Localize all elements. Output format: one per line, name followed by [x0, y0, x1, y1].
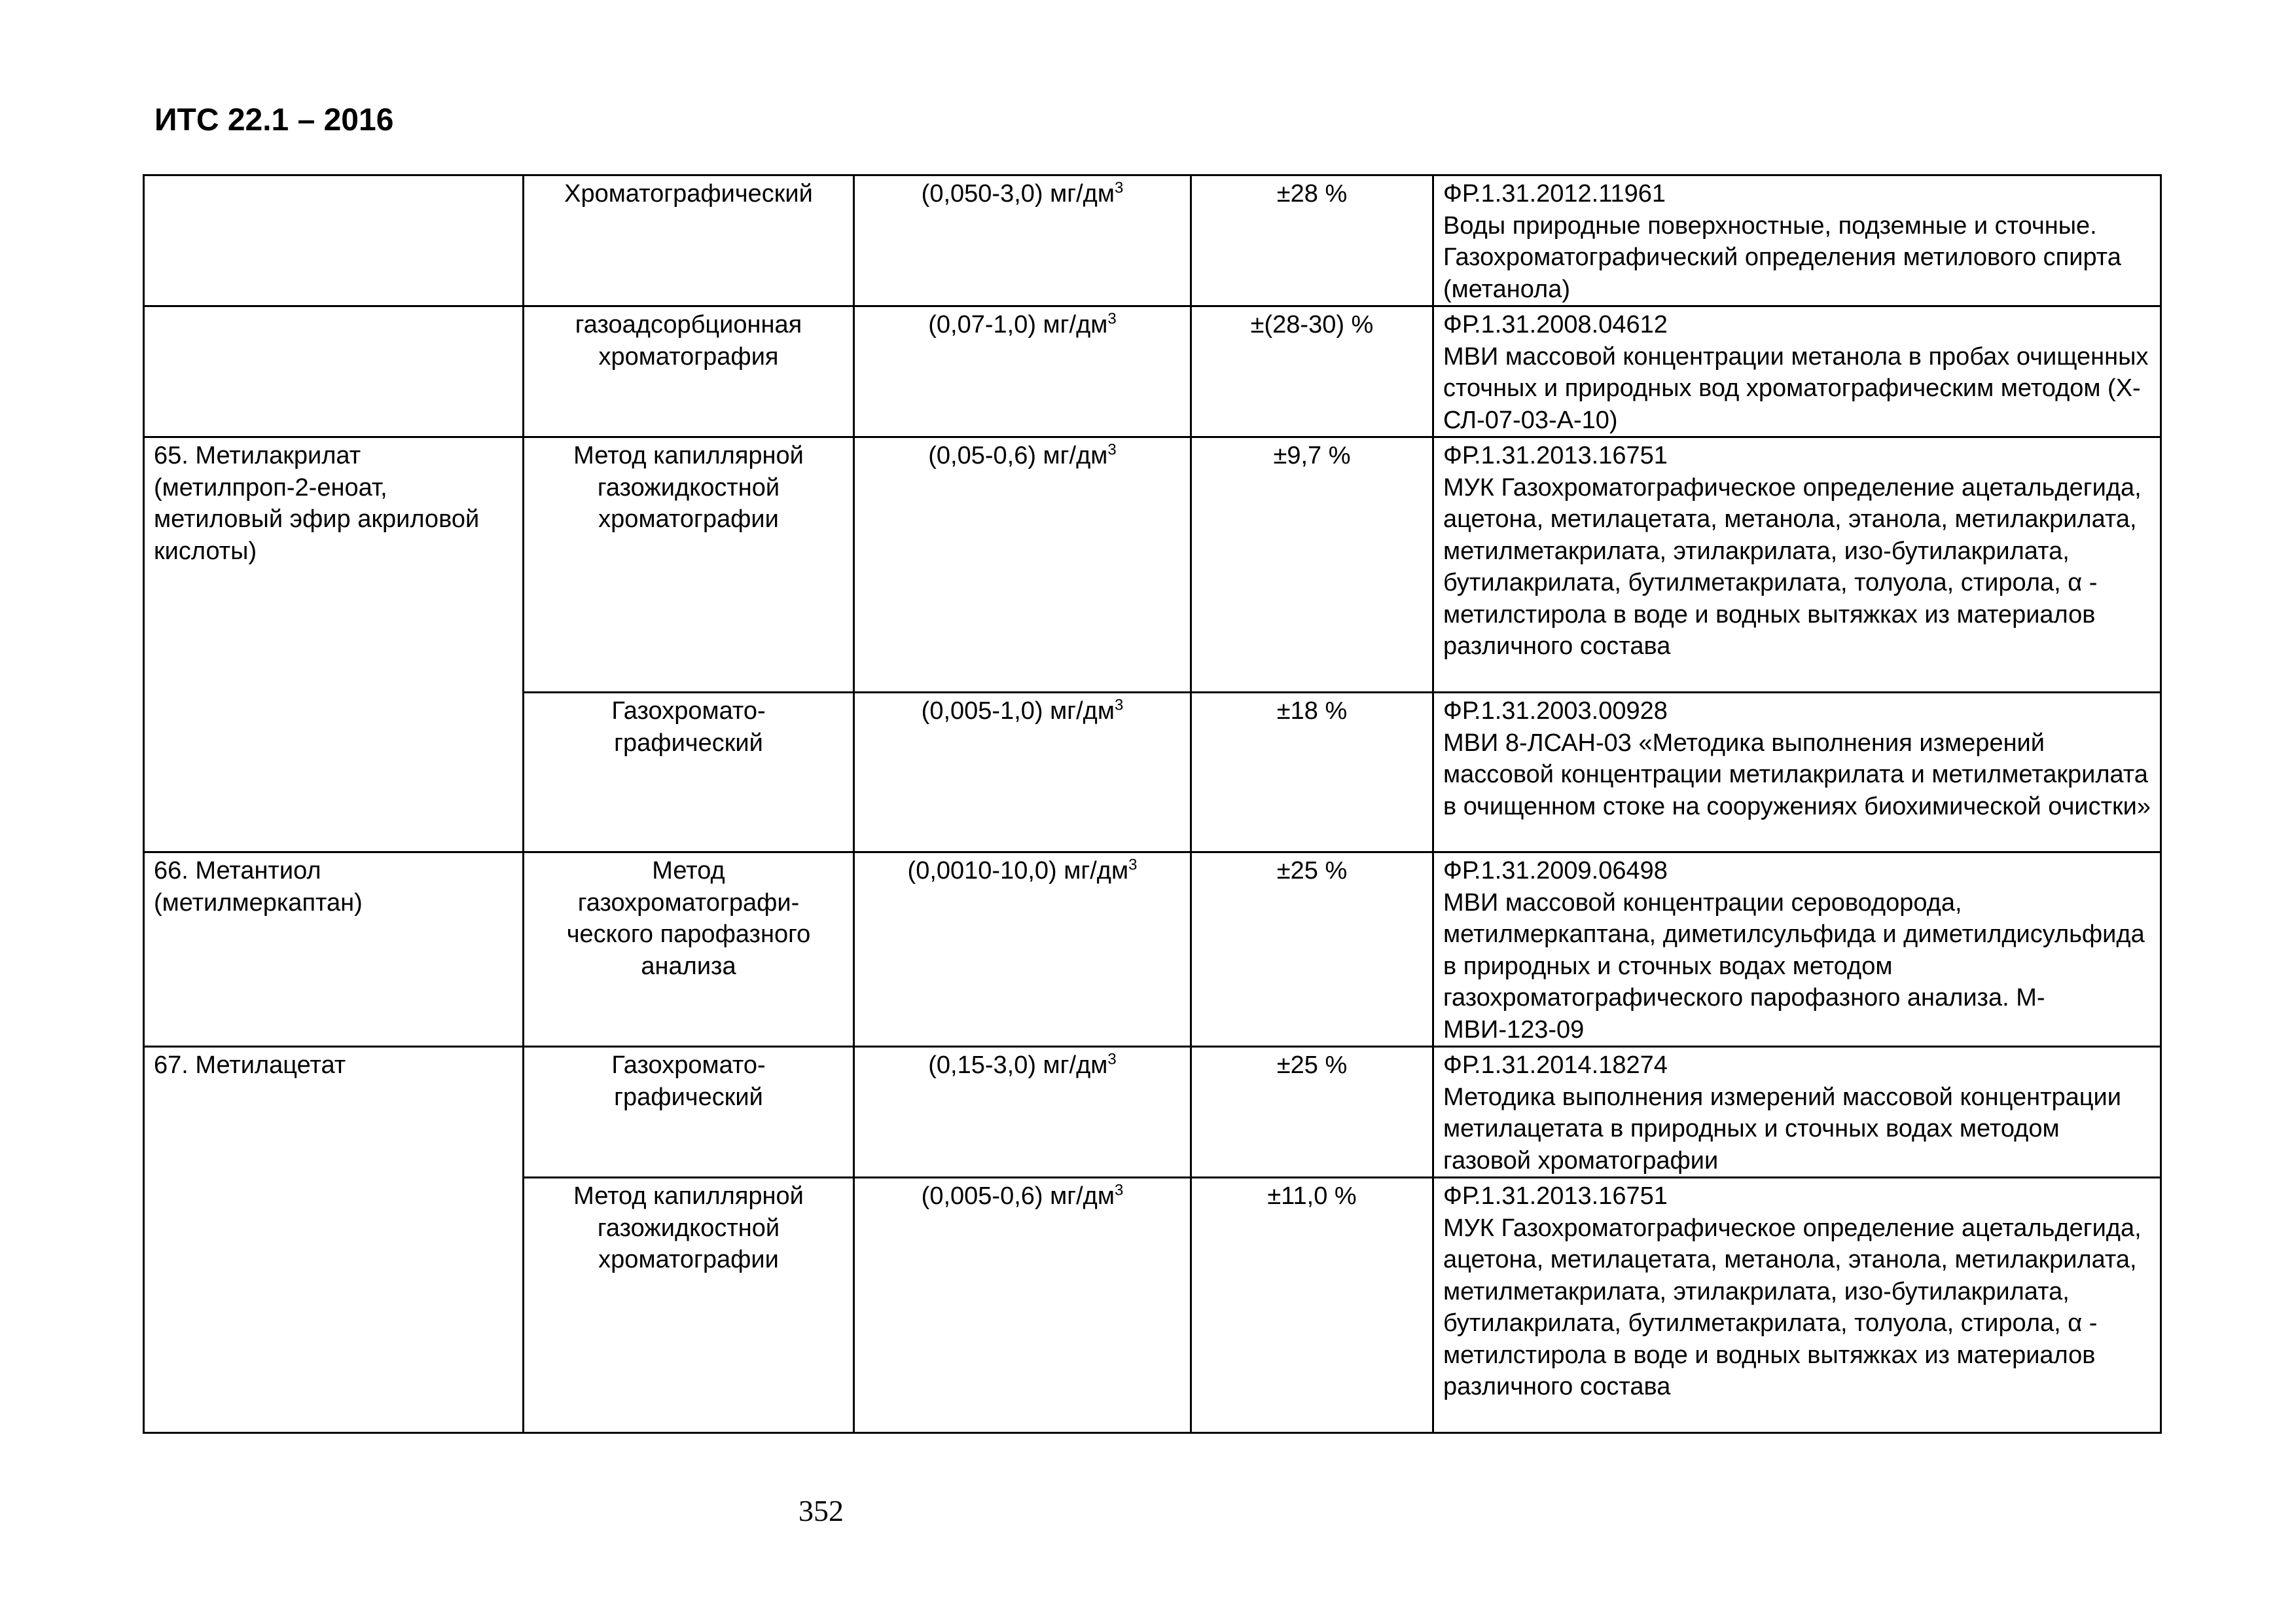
table-row — [144, 175, 2161, 306]
range-cell — [854, 852, 1191, 1047]
document-title: МУК Газохроматографическое определение ацетальдегида, ацетона, метилацетата, метанола, этанола, метилакрилата, метилметакрилата, этилакрилата, изо-бутилакрилата, бутилакрилата, бутилметакрилата, толуола, стирола, α - метилстирола в воде и водных вытяжках из материалов различного состава — [1443, 473, 2142, 660]
document-code: ФР.1.31.2014.18274 — [1443, 1051, 1668, 1079]
method-cell: Метод газохроматографи- ческого парофазного анализа — [524, 852, 854, 1047]
range-cell — [854, 1047, 1191, 1178]
uncertainty-cell: ±25 % — [1191, 1047, 1433, 1178]
methods-table — [143, 174, 2162, 1434]
range-cell — [854, 437, 1191, 693]
substance-cell: 66. Метантиол (метилмеркаптан) — [144, 852, 524, 1047]
document-cell — [1433, 693, 2161, 852]
range-unit-exponent: 3 — [1107, 1050, 1117, 1068]
substance-cell — [144, 306, 524, 437]
substance-cell: 67. Метилацетат — [144, 1047, 524, 1433]
range-value: (0,15-3,0) мг/дм — [928, 1051, 1108, 1079]
uncertainty-cell: ±28 % — [1191, 175, 1433, 306]
range-unit-exponent: 3 — [1128, 856, 1138, 874]
uncertainty-cell: ±9,7 % — [1191, 437, 1433, 693]
table-row — [144, 852, 2161, 1047]
document-cell — [1433, 852, 2161, 1047]
range-cell — [854, 1178, 1191, 1433]
range-value: (0,005-0,6) мг/дм — [921, 1182, 1115, 1210]
uncertainty-cell: ±11,0 % — [1191, 1178, 1433, 1433]
uncertainty-cell: ±25 % — [1191, 852, 1433, 1047]
range-value: (0,07-1,0) мг/дм — [928, 311, 1108, 338]
substance-cell — [144, 175, 524, 306]
table-row — [144, 437, 2161, 693]
document-title: МУК Газохроматографическое определение ацетальдегида, ацетона, метилацетата, метанола, этанола, метилакрилата, метилметакрилата, этилакрилата, изо-бутилакрилата, бутилакрилата, бутилметакрилата, толуола, стирола, α - метилстирола в воде и водных вытяжках из материалов различного состава — [1443, 1214, 2142, 1400]
method-cell: Хроматографический — [524, 175, 854, 306]
document-cell — [1433, 1178, 2161, 1433]
range-unit-exponent: 3 — [1114, 1181, 1124, 1199]
substance-cell: 65. Метилакрилат (метилпроп-2-еноат, метиловый эфир акриловой кислоты) — [144, 437, 524, 852]
method-cell: Метод капиллярной газожидкостной хроматографии — [524, 1178, 854, 1433]
document-title: Методика выполнения измерений массовой концентрации метилацетата в природных и сточных водах методом газовой хроматографии — [1443, 1083, 2121, 1175]
document-title: Воды природные поверхностные, подземные и сточные. Газохроматографический определения метилового спирта (метанола) — [1443, 211, 2121, 303]
document-title: МВИ массовой концентрации метанола в пробах очищенных сточных и природных вод хроматографическим методом (Х-СЛ-07-03-А-10) — [1443, 342, 2149, 434]
table-row — [144, 1047, 2161, 1178]
document-code: ФР.1.31.2012.11961 — [1443, 180, 1666, 208]
document-code: ФР.1.31.2013.16751 — [1443, 442, 1668, 469]
document-title: МВИ 8-ЛСАН-03 «Методика выполнения измерений массовой концентрации метилакрилата и метилметакрилата в очищенном стоке на сооружениях биохимической очистки» — [1443, 729, 2151, 820]
document-cell — [1433, 306, 2161, 437]
document-cell — [1433, 175, 2161, 306]
range-value: (0,005-1,0) мг/дм — [921, 697, 1115, 725]
document-title: МВИ массовой концентрации сероводорода, метилмеркаптана, диметилсульфида и диметилдисульфида в природных и сточных водах методом газохроматографического парофазного анализа. М-МВИ-123-09 — [1443, 888, 2145, 1044]
document-cell — [1433, 437, 2161, 693]
document-header: ИТС 22.1 – 2016 — [154, 103, 394, 137]
range-unit-exponent: 3 — [1107, 441, 1117, 459]
method-cell: Метод капиллярной газожидкостной хроматографии — [524, 437, 854, 693]
document-code: ФР.1.31.2003.00928 — [1443, 697, 1668, 725]
method-cell: Газохромато- графический — [524, 1047, 854, 1178]
method-cell: газоадсорбционная хроматография — [524, 306, 854, 437]
range-value: (0,05-0,6) мг/дм — [928, 442, 1108, 469]
range-unit-exponent: 3 — [1114, 179, 1124, 197]
range-value: (0,050-3,0) мг/дм — [921, 180, 1115, 208]
table-row — [144, 306, 2161, 437]
range-cell — [854, 306, 1191, 437]
range-value: (0,0010-10,0) мг/дм — [907, 857, 1129, 884]
document-code: ФР.1.31.2013.16751 — [1443, 1182, 1668, 1210]
range-unit-exponent: 3 — [1114, 696, 1124, 714]
range-cell — [854, 175, 1191, 306]
document-cell — [1433, 1047, 2161, 1178]
document-code: ФР.1.31.2009.06498 — [1443, 857, 1668, 884]
uncertainty-cell: ±18 % — [1191, 693, 1433, 852]
range-cell — [854, 693, 1191, 852]
uncertainty-cell: ±(28-30) % — [1191, 306, 1433, 437]
range-unit-exponent: 3 — [1107, 310, 1117, 328]
page-number: 352 — [798, 1494, 844, 1527]
document-code: ФР.1.31.2008.04612 — [1443, 311, 1668, 338]
method-cell: Газохромато- графический — [524, 693, 854, 852]
